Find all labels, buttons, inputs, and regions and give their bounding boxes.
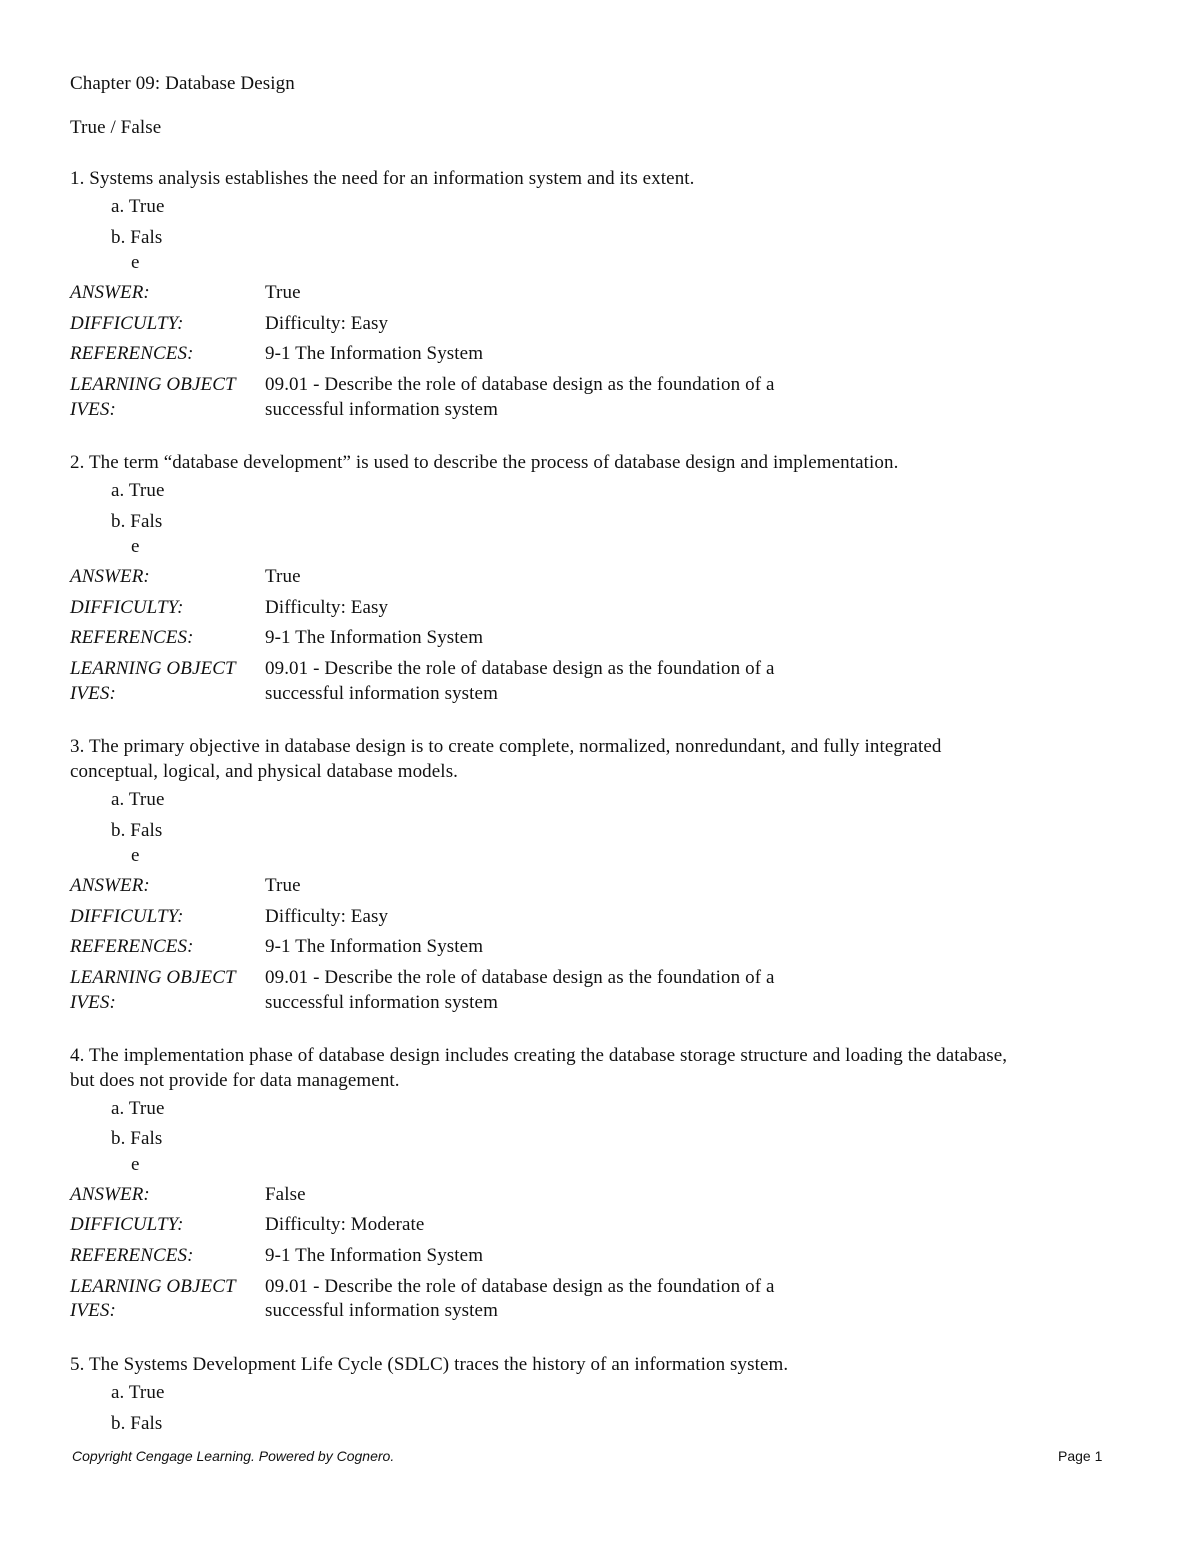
- references-label: REFERENCES:: [70, 627, 194, 648]
- choice-b-wrap: e: [131, 1154, 140, 1175]
- question-text-wrap: conceptual, logical, and physical database models.: [70, 761, 459, 782]
- answer-label: ANSWER:: [70, 875, 150, 896]
- objectives-label-wrap: IVES:: [70, 1300, 116, 1321]
- choice-b-wrap: e: [131, 845, 140, 866]
- objectives-value-wrap: successful information system: [265, 1300, 498, 1321]
- copyright-footer: Copyright Cengage Learning. Powered by Cognero.: [72, 1448, 395, 1464]
- answer-value: True: [265, 566, 301, 587]
- references-label: REFERENCES:: [70, 343, 194, 364]
- section-title: True / False: [70, 117, 162, 138]
- references-label: REFERENCES:: [70, 936, 194, 957]
- choice-b: b. Fals: [111, 511, 163, 532]
- references-value: 9-1 The Information System: [265, 343, 484, 364]
- references-value: 9-1 The Information System: [265, 627, 484, 648]
- objectives-value: 09.01 - Describe the role of database design as the foundation of a: [265, 374, 775, 395]
- difficulty-value: Difficulty: Moderate: [265, 1214, 425, 1235]
- difficulty-label: DIFFICULTY:: [70, 1214, 184, 1235]
- objectives-label-wrap: IVES:: [70, 399, 116, 420]
- objectives-label: LEARNING OBJECT: [70, 374, 236, 395]
- answer-label: ANSWER:: [70, 1184, 150, 1205]
- question-text: 4. The implementation phase of database design includes creating the database storage structure and loading the database,: [70, 1045, 1008, 1066]
- objectives-label-wrap: IVES:: [70, 683, 116, 704]
- answer-label: ANSWER:: [70, 566, 150, 587]
- question-text: 1. Systems analysis establishes the need for an information system and its extent.: [70, 168, 695, 189]
- choice-a: a. True: [111, 789, 165, 810]
- objectives-value-wrap: successful information system: [265, 992, 498, 1013]
- objectives-label: LEARNING OBJECT: [70, 1276, 236, 1297]
- choice-a: a. True: [111, 1098, 165, 1119]
- answer-value: True: [265, 282, 301, 303]
- choice-a: a. True: [111, 480, 165, 501]
- difficulty-label: DIFFICULTY:: [70, 906, 184, 927]
- answer-value: False: [265, 1184, 306, 1205]
- references-label: REFERENCES:: [70, 1245, 194, 1266]
- choice-a: a. True: [111, 196, 165, 217]
- choice-b-wrap: e: [131, 536, 140, 557]
- objectives-label: LEARNING OBJECT: [70, 967, 236, 988]
- references-value: 9-1 The Information System: [265, 936, 484, 957]
- objectives-label-wrap: IVES:: [70, 992, 116, 1013]
- question-text: 5. The Systems Development Life Cycle (SDLC) traces the history of an information system.: [70, 1354, 789, 1375]
- difficulty-value: Difficulty: Easy: [265, 906, 389, 927]
- answer-label: ANSWER:: [70, 282, 150, 303]
- objectives-value-wrap: successful information system: [265, 683, 498, 704]
- chapter-title: Chapter 09: Database Design: [70, 73, 295, 94]
- question-text: 3. The primary objective in database design is to create complete, normalized, nonredundant, and fully integrated: [70, 736, 942, 757]
- choice-b: b. Fals: [111, 1413, 163, 1434]
- objectives-value: 09.01 - Describe the role of database design as the foundation of a: [265, 1276, 775, 1297]
- question-text: 2. The term “database development” is used to describe the process of database design and implementation.: [70, 452, 899, 473]
- difficulty-label: DIFFICULTY:: [70, 313, 184, 334]
- objectives-label: LEARNING OBJECT: [70, 658, 236, 679]
- objectives-value: 09.01 - Describe the role of database design as the foundation of a: [265, 967, 775, 988]
- choice-a: a. True: [111, 1382, 165, 1403]
- choice-b: b. Fals: [111, 227, 163, 248]
- objectives-value: 09.01 - Describe the role of database design as the foundation of a: [265, 658, 775, 679]
- choice-b: b. Fals: [111, 1128, 163, 1149]
- answer-value: True: [265, 875, 301, 896]
- difficulty-value: Difficulty: Easy: [265, 597, 389, 618]
- references-value: 9-1 The Information System: [265, 1245, 484, 1266]
- page-number: Page 1: [1058, 1448, 1103, 1464]
- choice-b-wrap: e: [131, 252, 140, 273]
- objectives-value-wrap: successful information system: [265, 399, 498, 420]
- difficulty-label: DIFFICULTY:: [70, 597, 184, 618]
- choice-b: b. Fals: [111, 820, 163, 841]
- question-text-wrap: but does not provide for data management.: [70, 1070, 400, 1091]
- difficulty-value: Difficulty: Easy: [265, 313, 389, 334]
